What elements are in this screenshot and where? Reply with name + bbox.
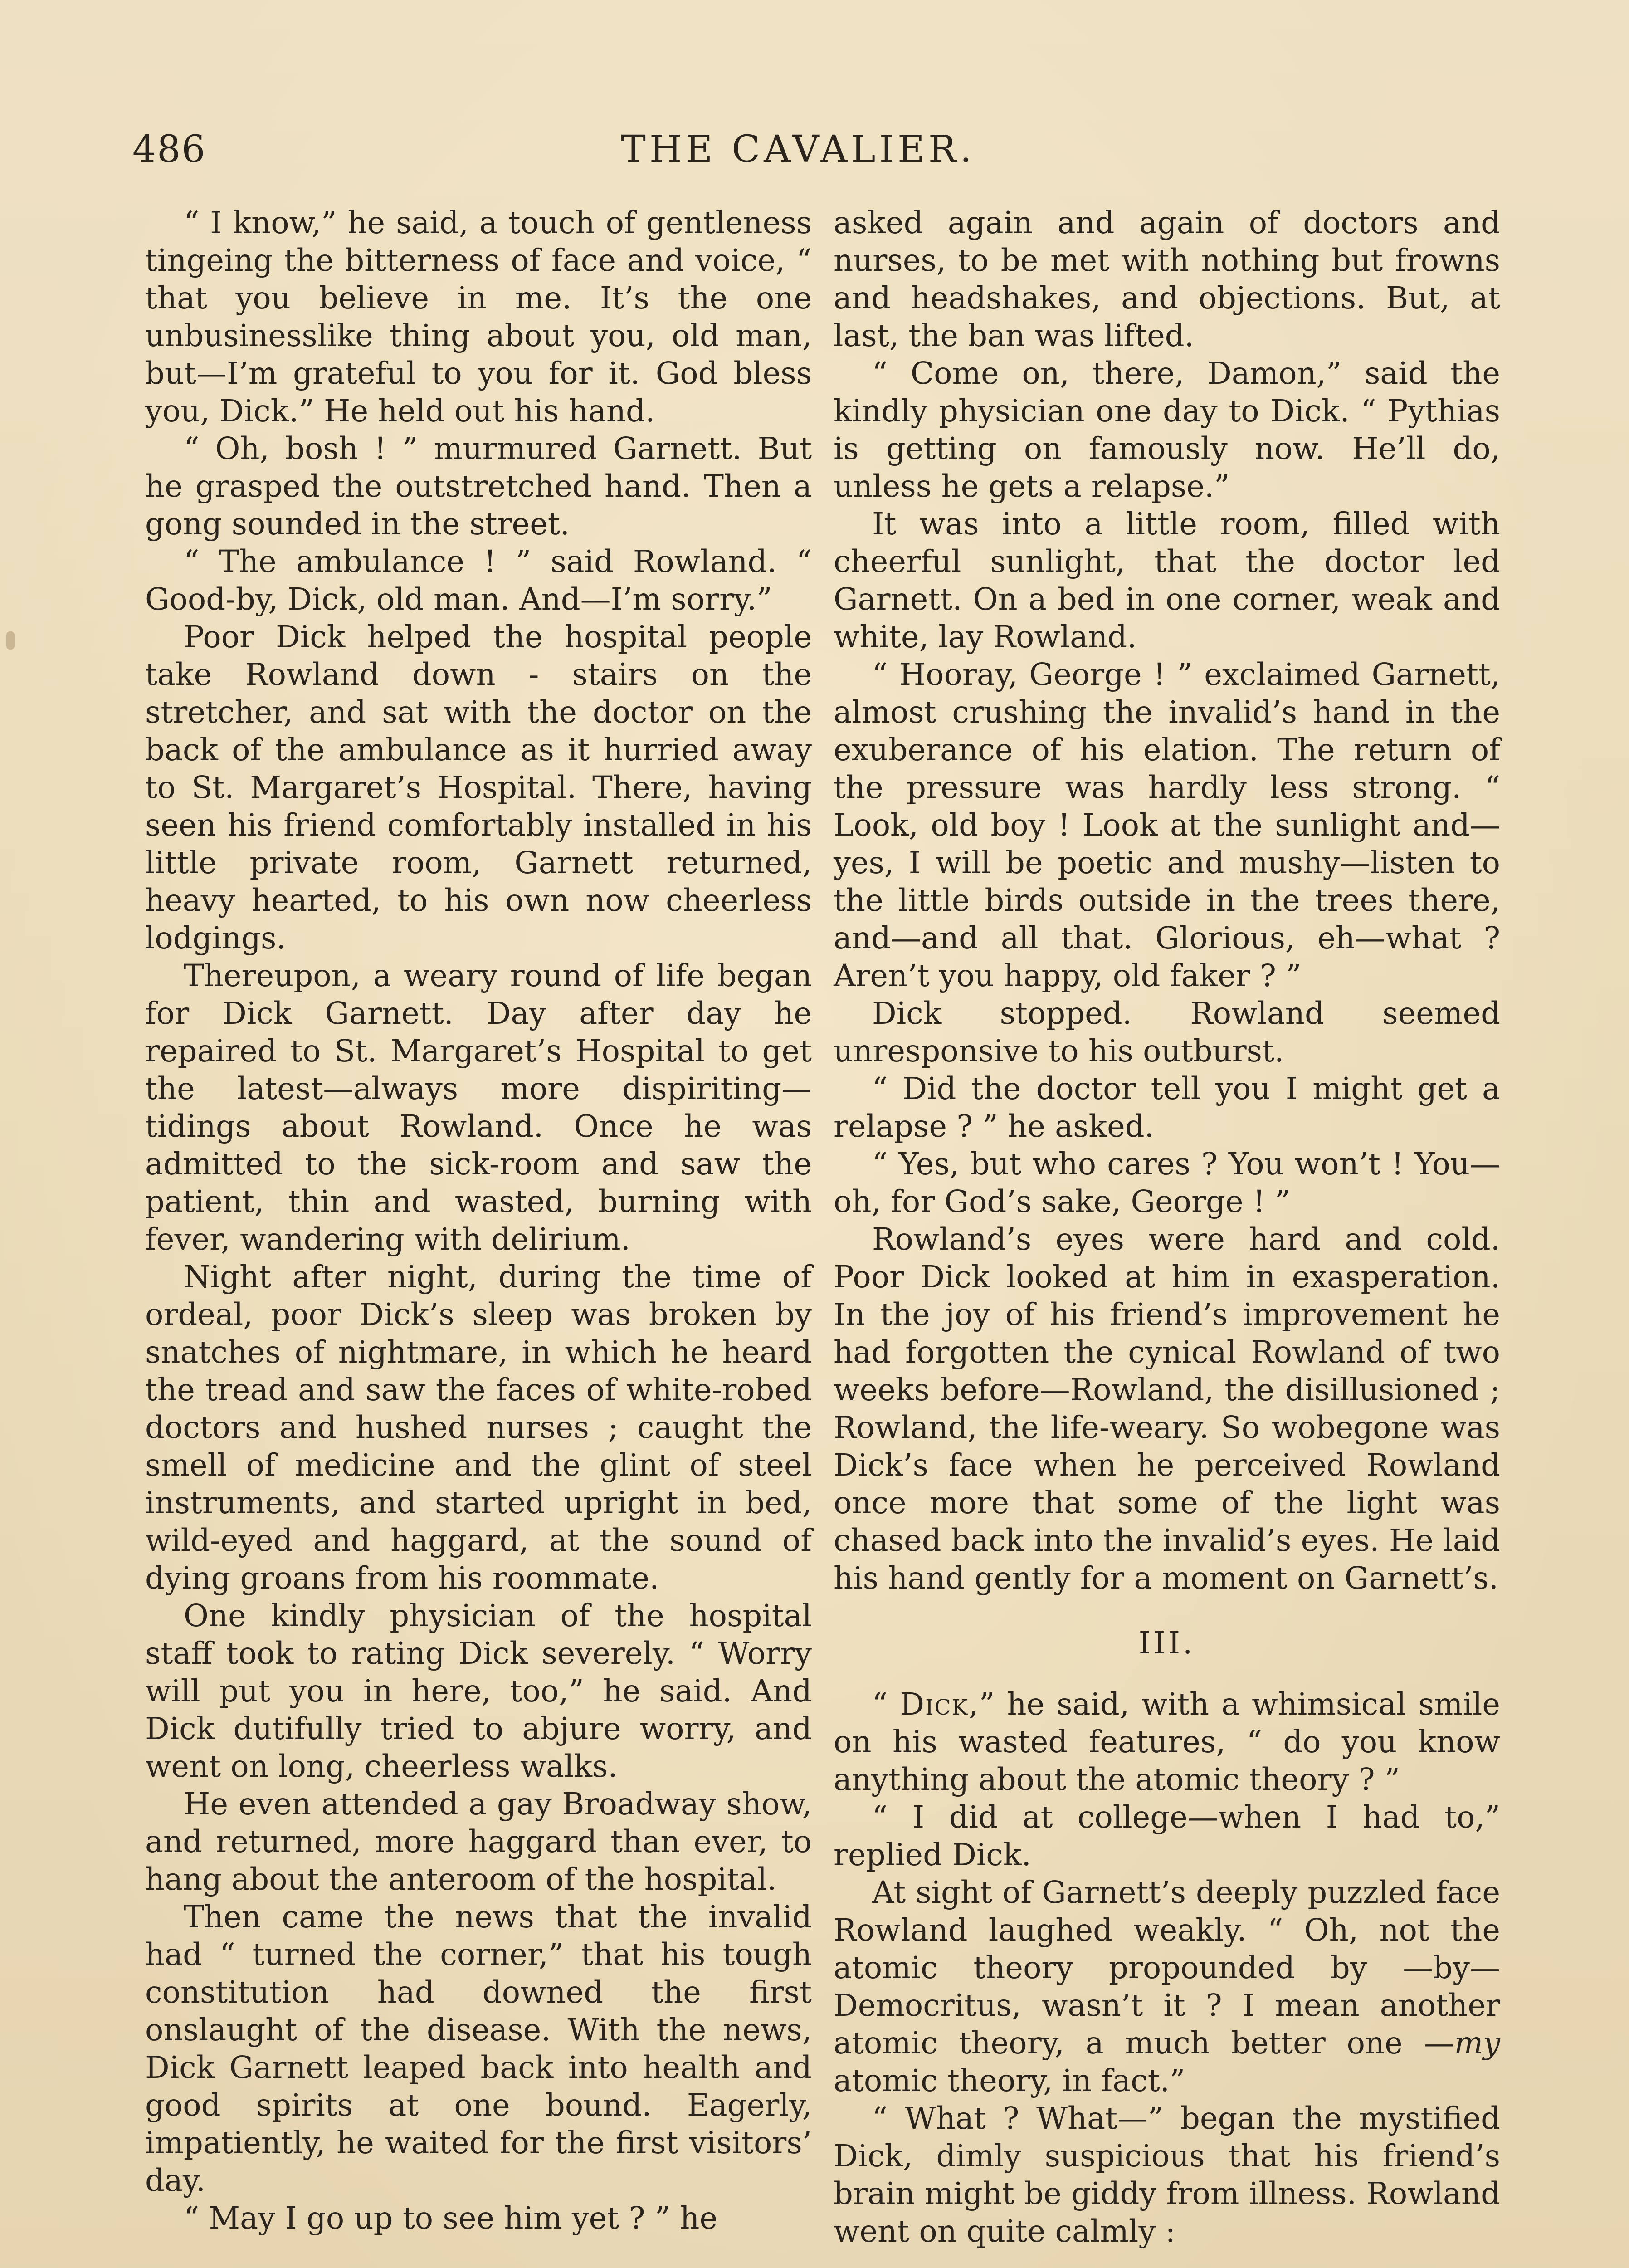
paragraph: “ The ambulance ! ” said Rowland. “ Good-by, Dick, old man. And—I’m sorry.” [145,544,812,617]
paragraph: “ What ? What—” began the mystified Dick, dimly suspicious that his friend’s brain might be giddy from illness. Rowland went on quite calmly : [834,2101,1500,2249]
paragraph: It was into a little room, filled with cheerful sunlight, that the doctor led Garnett. On a bed in one corner, weak and white, lay Rowland. [834,506,1500,655]
paragraph-continued: asked again and again of doctors and nurses, to be met with nothing but frowns and headshakes, and objections. But, at last, the ban was lifted. [834,205,1500,353]
paragraph-text: ” he said, with a whimsical smile on his wasted features, “ do you know anything about the atomic theory ? ” [834,1686,1500,1797]
small-caps-word: Dick, [900,1686,980,1722]
paragraph: Poor Dick helped the hospital people take Rowland down - stairs on the stretcher, and sat with the doctor on the back of the ambulance as it hurried away to St. Margaret’s Hospital. There, having seen his friend comfortably installed in his little private room, Garnett returned, heavy hearted, to his own now cheerless lodgings. [145,619,812,956]
paragraph: Dick stopped. Rowland seemed unresponsive to his outburst. [834,996,1500,1069]
open-quote: “ [872,1686,900,1722]
italic-word: my [1454,2025,1500,2061]
paragraph: “ Yes, but who cares ? You won’t ! You—oh, for God’s sake, George ! ” [834,1146,1500,1219]
paragraph: Then came the news that the invalid had “ turned the corner,” that his tough constitution had downed the first onslaught of the disease. With the news, Dick Garnett leaped back into health and good spirits at one bound. Eagerly, impatiently, he waited for the first visitors’ day. [145,1899,812,2198]
right-column [834,204,1500,2250]
paragraph: Rowland’s eyes were hard and cold. Poor Dick looked at him in exasperation. In the joy of his friend’s improvement he had forgotten the cynical Rowland of two weeks before—Rowland, the disillusioned ; Rowland, the life-weary. So wobegone was Dick’s face when he perceived Rowland once more that some of the light was chased back into the invalid’s eyes. He laid his hand gently for a moment on Garnett’s. [834,1222,1500,1596]
paragraph: Night after night, during the time of ordeal, poor Dick’s sleep was broken by snatches of nightmare, in which he heard the tread and saw the faces of white-robed doctors and hushed nurses ; caught the smell of medicine and the glint of steel instruments, and started upright in bed, wild-eyed and haggard, at the sound of dying groans from his roommate. [145,1259,812,1596]
page-number: 486 [132,128,206,171]
paragraph [834,1874,1500,2100]
paragraph-text: At sight of Garnett’s deeply puzzled face Rowland laughed weakly. “ Oh, not the atomic theory propounded by —by—Democritus, wasn’t it ? I mean another atomic theory, a much better one — [834,1875,1500,2061]
paragraph: “ Oh, bosh ! ” murmured Garnett. But he grasped the outstretched hand. Then a gong sounded in the street. [145,431,812,542]
paragraph: One kindly physician of the hospital staff took to rating Dick severely. “ Worry will put you in here, too,” he said. And Dick dutifully tried to abjure worry, and went on long, cheerless walks. [145,1598,812,1784]
paragraph: “ Come on, there, Damon,” said the kindly physician one day to Dick. “ Pythias is getting on famously now. He’ll do, unless he gets a relapse.” [834,356,1500,504]
paper-blemish [6,631,15,650]
paragraph [834,1686,1500,1799]
paragraph: “ I did at college—when I had to,” replied Dick. [834,1799,1500,1872]
paragraph: Thereupon, a weary round of life began for Dick Garnett. Day after day he repaired to St. Margaret’s Hospital to get the latest—always more dispiriting—tidings about Rowland. Once he was admitted to the sick-room and saw the patient, thin and wasted, burning with fever, wandering with delirium. [145,958,812,1257]
paragraph: “ May I go up to see him yet ? ” he [184,2200,718,2236]
paragraph-text: atomic theory, in fact.” [834,2063,1185,2098]
paragraph: “ Did the doctor tell you I might get a relapse ? ” he asked. [834,1071,1500,1144]
running-head: THE CAVALIER. [621,128,975,171]
left-column [145,204,812,2237]
paragraph: “ Hooray, George ! ” exclaimed Garnett, almost crushing the invalid’s hand in the exuberance of his elation. The return of the pressure was hardly less strong. “ Look, old boy ! Look at the sunlight and—yes, I will be poetic and mushy—listen to the little birds outside in the trees there, and—and all that. Glorious, eh—what ? Aren’t you happy, old faker ? ” [834,657,1500,993]
paragraph: He even attended a gay Broadway show, and returned, more haggard than ever, to hang about the anteroom of the hospital. [145,1786,812,1897]
section-heading: III. [1138,1625,1195,1661]
paragraph: “ I know,” he said, a touch of gentleness tingeing the bitterness of face and voice, “ that you believe in me. It’s the one unbusinesslike thing about you, old man, but—I’m grateful to you for it. God bless you, Dick.” He held out his hand. [145,205,812,429]
